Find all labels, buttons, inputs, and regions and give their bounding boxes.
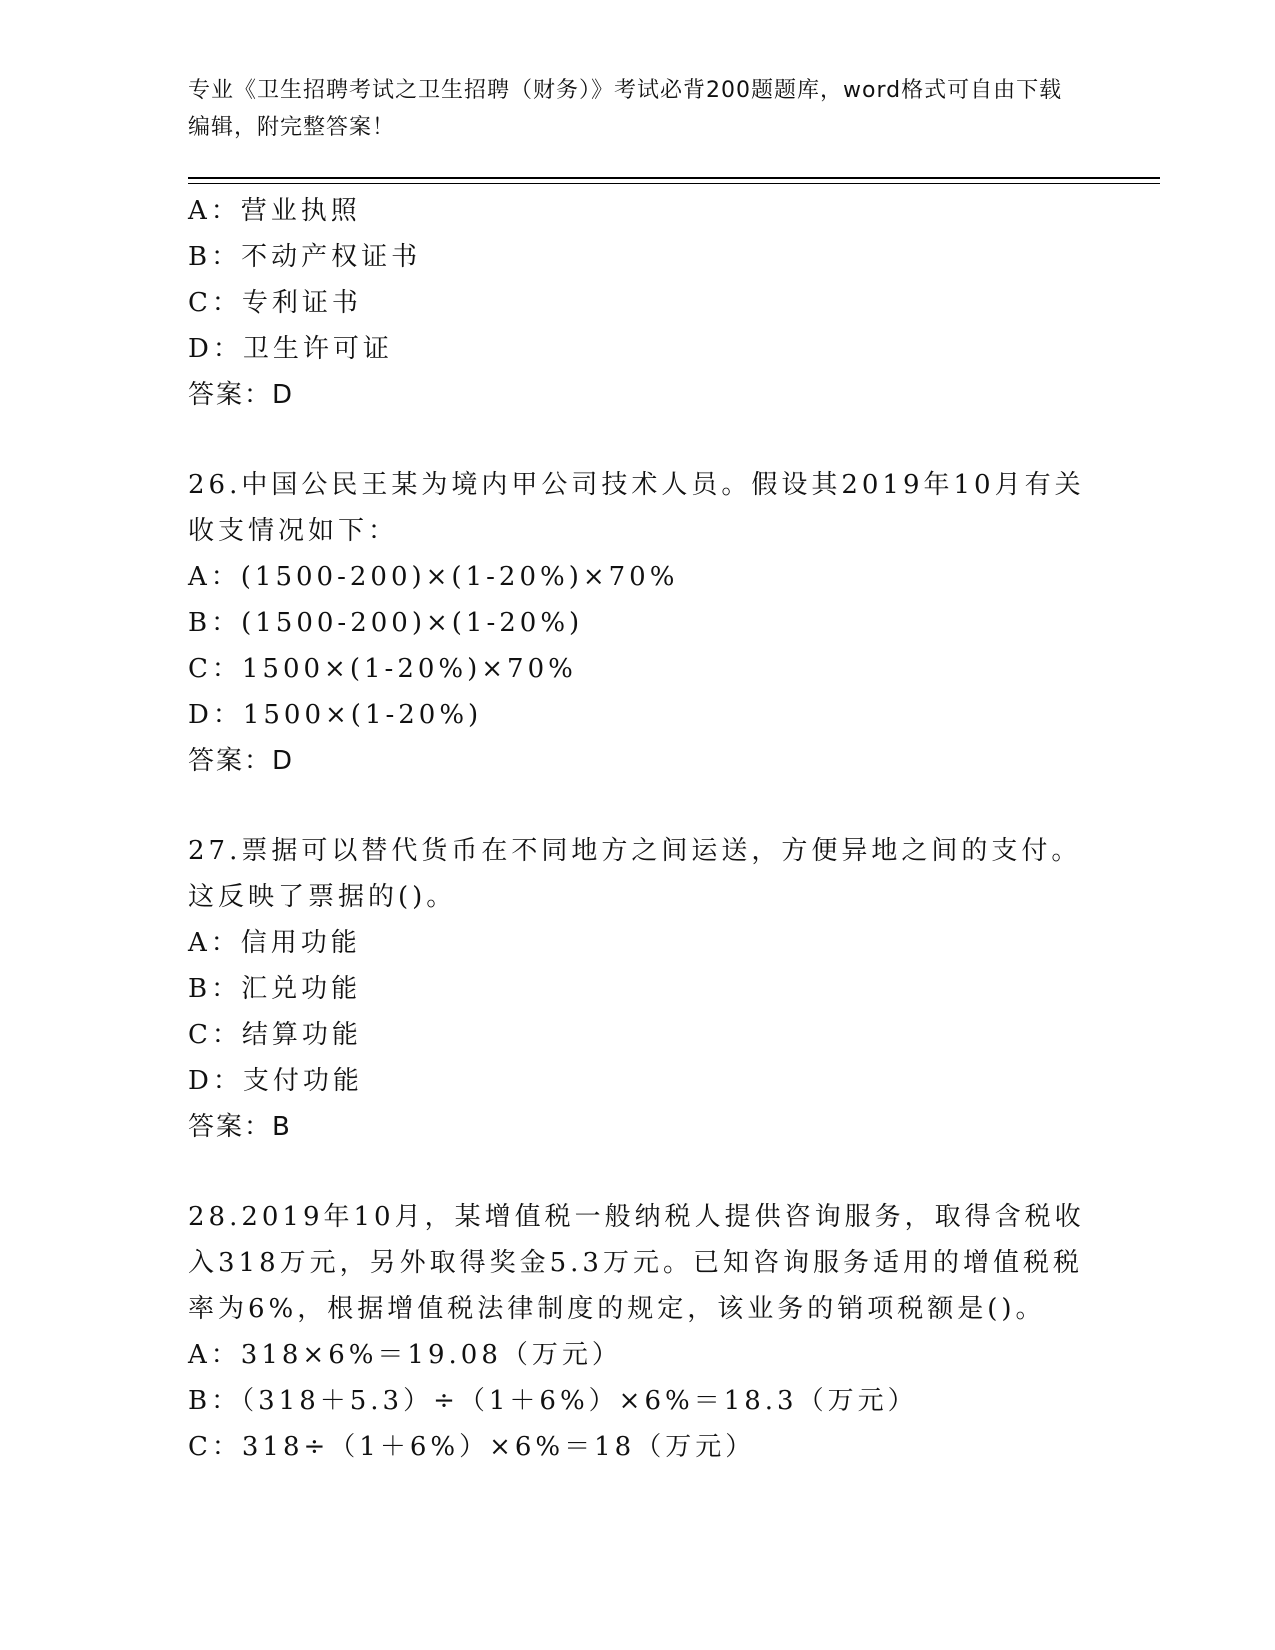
- answer: 答案：D: [188, 380, 295, 410]
- spacer: [188, 784, 1088, 828]
- option-c: C：结算功能: [188, 1020, 362, 1050]
- answer: 答案：B: [188, 1112, 292, 1142]
- question-25: [188, 188, 1088, 418]
- option-a: A：信用功能: [188, 928, 361, 958]
- spacer: [188, 418, 1088, 462]
- option-d: D：支付功能: [188, 1066, 363, 1096]
- spacer: [188, 1150, 1088, 1194]
- option-b: B：汇兑功能: [188, 974, 362, 1004]
- question-27: [188, 828, 1088, 1150]
- option-d: D：卫生许可证: [188, 334, 393, 364]
- document-header: 专业《卫生招聘考试之卫生招聘（财务）》考试必背200题题库，word格式可自由下载编辑，附完整答案！: [188, 78, 1063, 140]
- option-a: A：(1500-200)×(1-20%)×70%: [188, 562, 679, 592]
- option-c: C：专利证书: [188, 288, 362, 318]
- option-a: A：营业执照: [188, 196, 361, 226]
- option-c: C：1500×(1-20%)×70%: [188, 654, 577, 684]
- header-divider-thick: [188, 177, 1160, 179]
- question-stem: 28.2019年10月，某增值税一般纳税人提供咨询服务，取得含税收入318万元，另外取得奖金5.3万元。已知咨询服务适用的增值税税率为6%，根据增值税法律制度的规定，该业务的销项税额是()。: [188, 1202, 1085, 1324]
- option-c: C：318÷（1＋6%）×6%＝18（万元）: [188, 1432, 756, 1462]
- question-list: [188, 188, 1088, 1470]
- option-b: B：(1500-200)×(1-20%): [188, 608, 584, 638]
- option-a: A：318×6%＝19.08（万元）: [188, 1340, 622, 1370]
- question-28: [188, 1194, 1088, 1470]
- option-b: B：（318＋5.3）÷（1＋6%）×6%＝18.3（万元）: [188, 1386, 918, 1416]
- question-stem: 26.中国公民王某为境内甲公司技术人员。假设其2019年10月有关收支情况如下：: [188, 470, 1085, 546]
- header-divider-thin: [188, 183, 1160, 184]
- question-stem: 27.票据可以替代货币在不同地方之间运送，方便异地之间的支付。这反映了票据的()。: [188, 836, 1082, 912]
- option-b: B：不动产权证书: [188, 242, 422, 272]
- option-d: D：1500×(1-20%): [188, 700, 483, 730]
- answer: 答案：D: [188, 746, 295, 776]
- question-26: [188, 462, 1088, 784]
